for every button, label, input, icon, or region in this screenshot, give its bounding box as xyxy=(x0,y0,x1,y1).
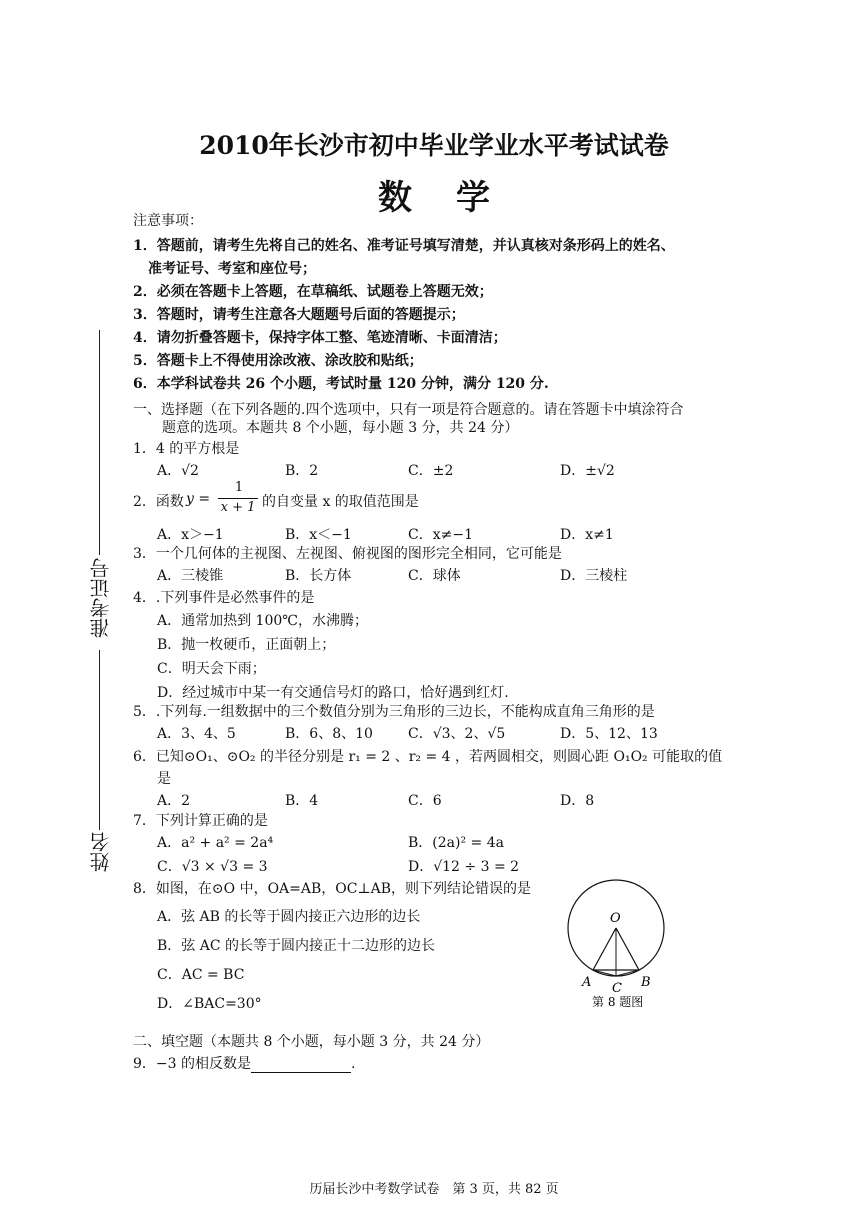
notice-item: 准考证号、考室和座位号； xyxy=(148,261,316,277)
q2-function-y: y = xyxy=(186,491,211,507)
q4-option-b: B．抛一枚硬币，正面朝上； xyxy=(157,637,336,653)
q2-option-a: A．x＞−1 xyxy=(157,527,224,543)
q7-option-d: D．√12 ÷ 3 = 2 xyxy=(408,859,520,875)
binding-line xyxy=(99,330,100,555)
q2-stem-post: 的自变量 x 的取值范围是 xyxy=(262,494,419,510)
q5-option-c: C．√3、2、√5 xyxy=(408,726,506,742)
name-label: 姓名 xyxy=(89,832,113,872)
q6-option-a: A．2 xyxy=(157,793,191,809)
q5-option-a: A．3、4、5 xyxy=(157,726,236,742)
q4-stem: 4．.下列事件是必然事件的是 xyxy=(133,590,315,606)
segment-ob xyxy=(616,928,639,970)
notice-item: 1．答题前，请考生先将自己的姓名、准考证号填写清楚，并认真核对条形码上的姓名、 xyxy=(133,238,675,254)
exam-id-label: 准考证号 xyxy=(89,558,113,638)
q1-option-a: A．√2 xyxy=(157,463,199,479)
q8-circle-figure xyxy=(560,878,672,1013)
label-o: O xyxy=(610,911,621,926)
q8-option-c: C．AC = BC xyxy=(157,967,245,983)
q7-option-c: C．√3 × √3 = 3 xyxy=(157,859,268,875)
q9-stem: 9．−3 的相反数是 xyxy=(133,1056,251,1072)
q8-option-d: D．∠BAC=30° xyxy=(157,996,262,1012)
q7-stem: 7．下列计算正确的是 xyxy=(133,813,268,829)
notice-item: 6．本学科试卷共 26 个小题，考试时量 120 分钟，满分 120 分. xyxy=(133,376,549,392)
q3-option-c: C．球体 xyxy=(408,568,461,584)
q9-answer-blank xyxy=(251,1058,351,1073)
q2-fraction-bar xyxy=(218,498,258,499)
q7-option-a: A．a² + a² = 2a⁴ xyxy=(157,835,274,851)
label-b: B xyxy=(641,975,651,990)
notice-item: 2．必须在答题卡上答题，在草稿纸、试题卷上答题无效； xyxy=(133,284,493,300)
section1-heading-cont: 题意的选项。本题共 8 个小题，每小题 3 分，共 24 分） xyxy=(162,420,519,436)
q4-option-c: C．明天会下雨； xyxy=(157,661,266,677)
q3-stem: 3．一个几何体的主视图、左视图、俯视图的图形完全相同，它可能是 xyxy=(133,546,562,562)
q8-option-b: B．弦 AC 的长等于圆内接正十二边形的边长 xyxy=(157,938,436,954)
subject-title: 数学 xyxy=(378,178,534,218)
notice-heading: 注意事项： xyxy=(133,213,203,229)
q1-option-b: B．2 xyxy=(285,463,319,479)
q5-option-d: D．5、12、13 xyxy=(560,726,658,742)
q3-option-b: B．长方体 xyxy=(285,568,352,584)
q9-row xyxy=(133,1053,355,1073)
paper-title: 2010年长沙市初中毕业学业水平考试试卷 xyxy=(199,131,669,160)
q6-option-c: C．6 xyxy=(408,793,442,809)
q8-option-a: A．弦 AB 的长等于圆内接正六边形的边长 xyxy=(157,909,421,925)
q9-end: . xyxy=(351,1056,356,1072)
q6-option-d: D．8 xyxy=(560,793,595,809)
q2-fraction-numerator: 1 xyxy=(234,480,244,495)
notice-item: 4．请勿折叠答题卡，保持字体工整、笔迹清晰、卡面清洁； xyxy=(133,330,507,346)
q8-stem: 8．如图，在⊙O 中，OA=AB，OC⊥AB，则下列结论错误的是 xyxy=(133,881,532,897)
q1-option-d: D．±√2 xyxy=(560,463,615,479)
binding-line xyxy=(99,650,100,830)
q4-option-a: A．通常加热到 100℃，水沸腾； xyxy=(157,613,368,629)
figure-caption: 第 8 题图 xyxy=(592,995,644,1009)
q1-stem: 1．4 的平方根是 xyxy=(133,441,240,457)
q3-option-d: D．三棱柱 xyxy=(560,568,628,584)
label-c: C xyxy=(612,981,622,996)
q4-option-d: D．经过城市中某一有交通信号灯的路口，恰好遇到红灯. xyxy=(157,685,509,701)
page-footer: 历届长沙中考数学试卷 第 3 页，共 82 页 xyxy=(309,1182,559,1197)
segment-oa xyxy=(593,928,616,970)
q1-option-c: C．±2 xyxy=(408,463,454,479)
q6-stem-cont: 是 xyxy=(157,771,171,787)
q2-fraction-denominator: x + 1 xyxy=(220,500,256,515)
q6-option-b: B．4 xyxy=(285,793,319,809)
notice-item: 3．答题时，请考生注意各大题题号后面的答题提示； xyxy=(133,307,465,323)
q5-option-b: B．6、8、10 xyxy=(285,726,373,742)
q5-stem: 5．.下列每.一组数据中的三个数值分别为三角形的三边长，不能构成直角三角形的是 xyxy=(133,704,655,720)
q2-option-b: B．x＜−1 xyxy=(285,527,352,543)
q2-option-c: C．x≠−1 xyxy=(408,527,473,543)
section2-heading: 二、填空题（本题共 8 个小题，每小题 3 分，共 24 分） xyxy=(133,1034,490,1050)
q7-option-b: B．(2a)² = 4a xyxy=(408,835,504,851)
q2-stem-pre: 2．函数 xyxy=(133,494,184,510)
q3-option-a: A．三棱锥 xyxy=(157,568,224,584)
notice-item: 5．答题卡上不得使用涂改液、涂改胶和贴纸； xyxy=(133,353,423,369)
label-a: A xyxy=(582,975,592,990)
q6-stem: 6．已知⊙O₁、⊙O₂ 的半径分别是 r₁ = 2 、r₂ = 4 ，若两圆相交，则圆心距 O₁O₂ 可能取的值 xyxy=(133,749,723,765)
section1-heading: 一、选择题（在下列各题的.四个选项中，只有一项是符合题意的。请在答题卡中填涂符合 xyxy=(133,402,684,418)
q2-option-d: D．x≠1 xyxy=(560,527,614,543)
